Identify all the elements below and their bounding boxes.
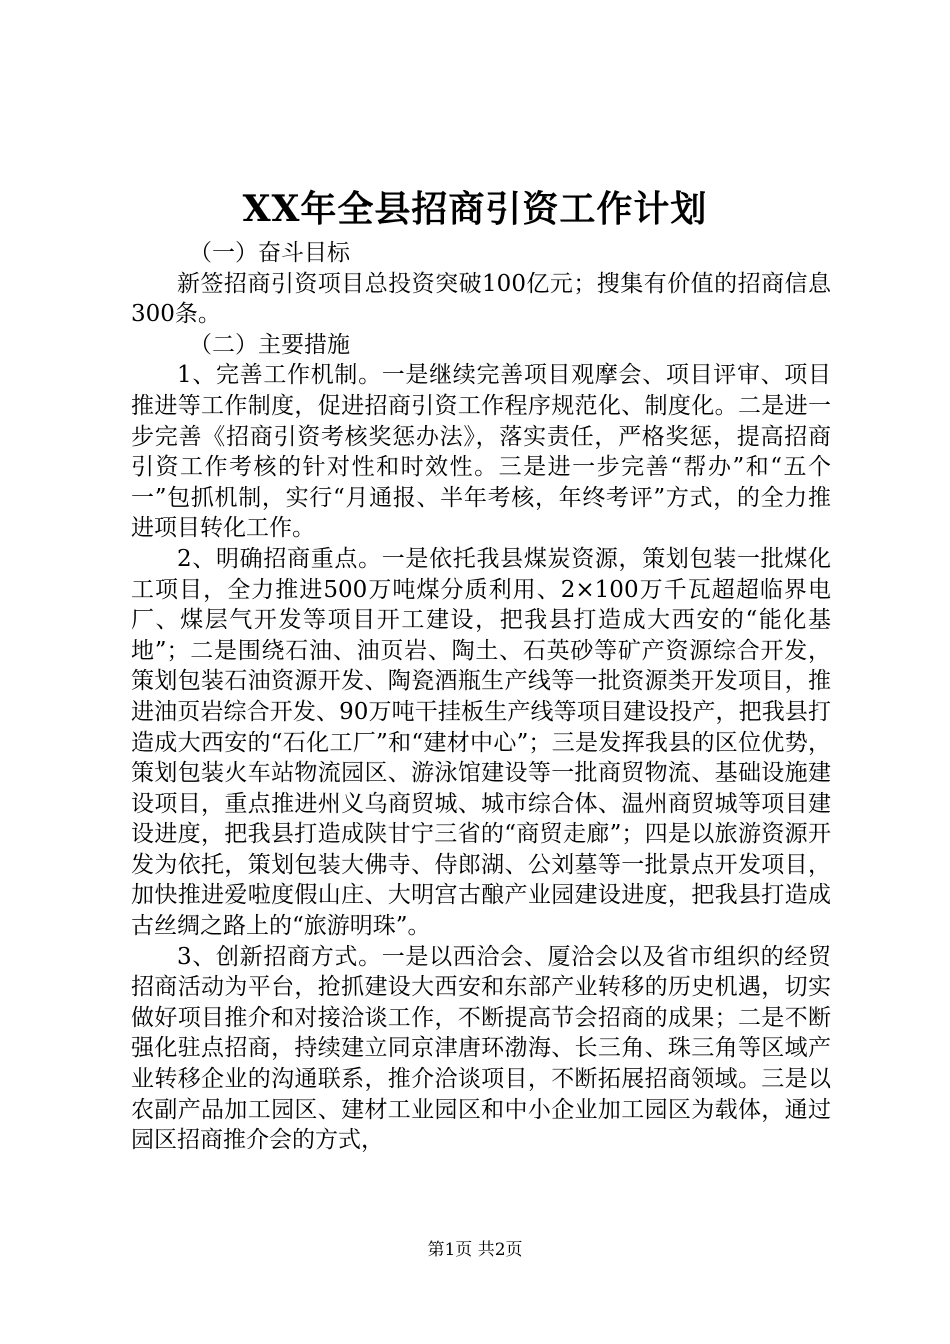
- paragraph-goals: 新签招商引资项目总投资突破100亿元；搜集有价值的招商信息300条。: [131, 270, 831, 328]
- document-title: XX年全县招商引资工作计划: [242, 188, 708, 230]
- paragraph-focus: 2、明确招商重点。一是依托我县煤炭资源，策划包装一批煤化工项目，全力推进500万吨煤分质利用、2×100万千瓦超超临界电厂、煤层气开发等项目开工建设，把我县打造成大西安的“能化基地”；二是围绕石油、油页岩、陶土、石英砂等矿产资源综合开发，策划包装石油资源开发、陶瓷酒瓶生产线等一批资源类开发项目，推进油页岩综合开发、90万吨干挂板生产线等项目建设投产，把我县打造成大西安的“石化工厂”和“建材中心”；三是发挥我县的区位优势，策划包装火车站物流园区、游泳馆建设等一批商贸物流、基础设施建设项目，重点推进州义乌商贸城、城市综合体、温州商贸城等项目建设进度，把我县打造成陕甘宁三省的“商贸走廊”；四是以旅游资源开发为依托，策划包装大佛寺、侍郎湖、公刘墓等一批景点开发项目，加快推进爱啦度假山庄、大明宫古酿产业园建设进度，把我县打造成古丝绸之路上的“旅游明珠”。: [131, 545, 831, 940]
- paragraph-mechanism: 1、完善工作机制。一是继续完善项目观摩会、项目评审、项目推进等工作制度，促进招商引资工作程序规范化、制度化。二是进一步完善《招商引资考核奖惩办法》，落实责任，严格奖惩，提高招商引资工作考核的针对性和时效性。三是进一步完善“帮办”和“五个一”包抓机制，实行“月通报、半年考核，年终考评”方式，的全力推进项目转化工作。: [131, 362, 831, 542]
- paragraph-methods: 3、创新招商方式。一是以西洽会、厦洽会以及省市组织的经贸招商活动为平台，抢抓建设大西安和东部产业转移的历史机遇，切实做好项目推介和对接洽谈工作，不断提高节会招商的成果；二是不断强化驻点招商，持续建立同京津唐环渤海、长三角、珠三角等区域产业转移企业的沟通联系，推介洽谈项目，不断拓展招商领域。三是以农副产品加工园区、建材工业园区和中小企业加工园区为载体，通过园区招商推介会的方式，: [131, 943, 831, 1154]
- page-number-footer: 第1页 共2页: [427, 1240, 523, 1260]
- document-body: [131, 238, 831, 1156]
- section-heading-measures: （二）主要措施: [189, 331, 350, 358]
- section-heading-goals: （一）奋斗目标: [189, 240, 350, 266]
